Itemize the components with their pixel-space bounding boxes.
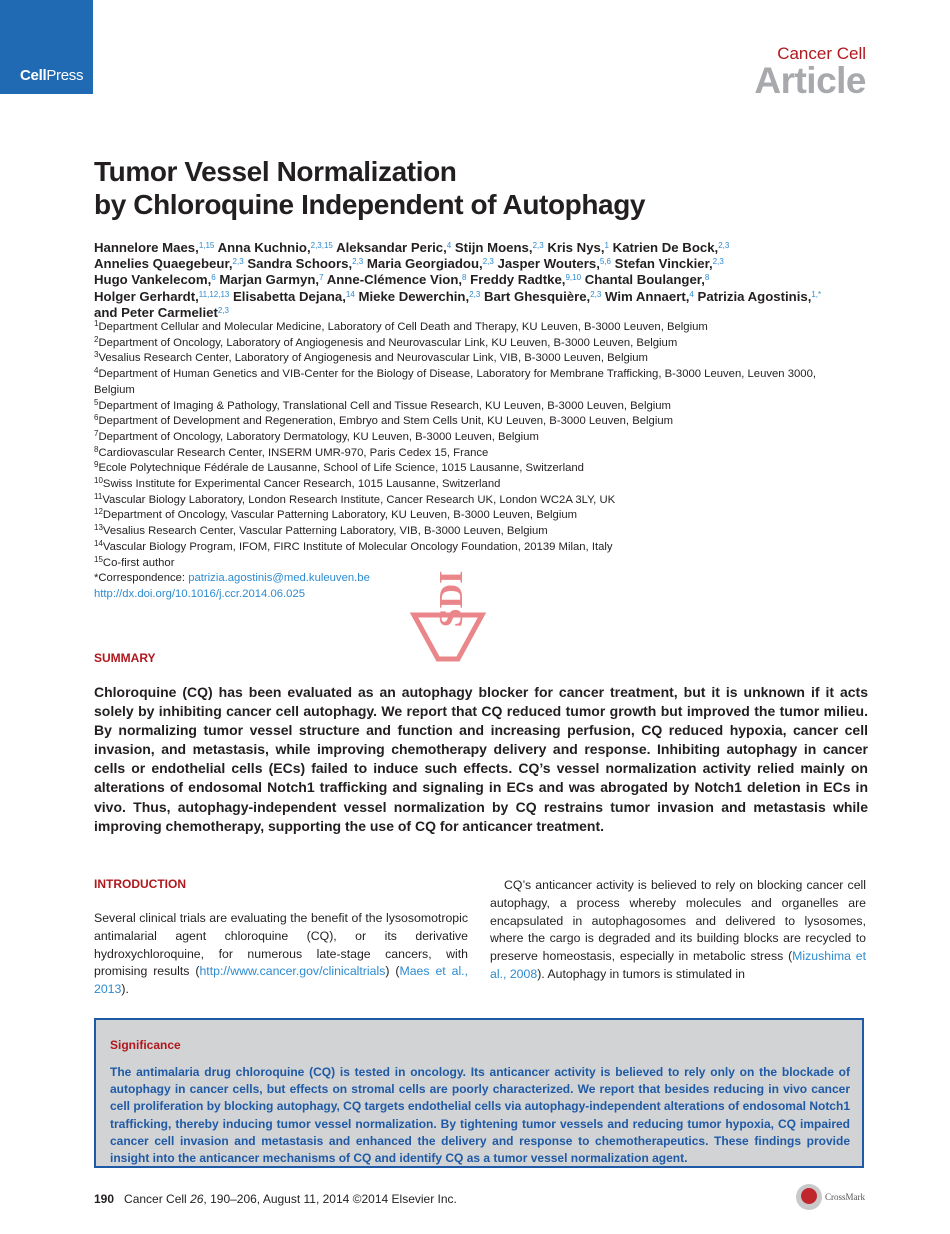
author-affiliation-marker[interactable]: 1,* xyxy=(811,289,822,299)
affiliation-item xyxy=(94,508,854,524)
affiliation-text: Cardiovascular Research Center, INSERM UMR-970, Paris Cedex 15, France xyxy=(98,446,489,459)
affiliation-text: Department Cellular and Molecular Medicine, Laboratory of Cell Death and Therapy, KU Leuven, B-3000 Leuven, Belgium xyxy=(98,321,708,333)
intro-left-column xyxy=(94,910,468,999)
article-type: Article xyxy=(754,60,866,101)
author-affiliation-marker[interactable]: 14 xyxy=(345,289,355,299)
intro-left-end: ). xyxy=(121,982,129,997)
affiliation-text: Department of Imaging & Pathology, Translational Cell and Tissue Research, KU Leuven, B-3000 Leuven, Belgium xyxy=(98,399,671,412)
author-affiliation-marker[interactable]: 2,3 xyxy=(352,257,364,267)
author-affiliation-marker[interactable]: 8 xyxy=(704,273,710,283)
intro-right-end: ). Autophagy in tumors is stimulated in xyxy=(537,966,745,981)
author-name: Patrizia Agostinis, xyxy=(697,288,812,304)
author-name: Katrien De Bock, xyxy=(612,240,719,255)
affiliation-text: Vascular Biology Program, IFOM, FIRC Institute of Molecular Oncology Foundation, 20139 Milan, Italy xyxy=(102,540,613,553)
sdi-watermark-icon xyxy=(408,556,488,674)
affiliation-item xyxy=(94,430,854,446)
author-affiliation-marker[interactable]: 9,10 xyxy=(565,273,582,283)
affiliation-item xyxy=(94,414,854,430)
citation-journal: Cancer Cell xyxy=(124,1192,191,1206)
author-affiliation-marker[interactable]: 2,3 xyxy=(232,257,244,267)
logo-cell: Cell xyxy=(20,67,47,84)
significance-text: The antimalaria drug chloroquine (CQ) is tested in oncology. Its anticancer activity is believed to rely only on the blockade of autophagy in cancer cells, but effects on stromal cells are poorly characterized. We report that besides reducing in vivo cancer cell proliferation by blocking autophagy, CQ targets endothelial cells via autophagy-independent alterations of endosomal Notch1 trafficking, thereby inducing tumor vessel normalization. By tightening tumor vessels and reducing tumor hypoxia, CQ impaired cancer cell invasion and metastasis and enhanced the delivery and response to chemotherapeutics. These findings provide insight into the anticancer mechanisms of CQ and identify CQ as a tumor vessel normalization agent. xyxy=(110,1065,850,1166)
author-affiliation-marker[interactable]: 1 xyxy=(604,241,609,250)
introduction-heading: INTRODUCTION xyxy=(94,877,186,891)
author-name: Marjan Garmyn, xyxy=(219,272,320,288)
cellpress-logo xyxy=(20,67,83,84)
author-name: Jasper Wouters, xyxy=(497,256,600,272)
author-affiliation-marker[interactable]: 4 xyxy=(446,241,452,250)
author-name: Mieke Dewerchin, xyxy=(358,288,470,304)
affiliation-item xyxy=(94,399,854,415)
author-affiliation-marker[interactable]: 8 xyxy=(462,273,467,283)
intro-right-text: CQ’s anticancer activity is believed to rely on blocking cancer cell autophagy, a process whereby molecules and organelles are encapsulated in autophagosomes and delivered to lysosomes, where the cargo is degraded and its building blocks are recycled to preserve homeostasis, especially in metabolic stress ( xyxy=(490,878,866,964)
significance-box xyxy=(94,1018,864,1168)
author-affiliation-marker[interactable]: 2,3 xyxy=(469,289,481,299)
affiliation-text: Department of Development and Regeneration, Embryo and Stem Cells Unit, KU Leuven, B-3000 Leuven, Belgium xyxy=(98,415,674,428)
author-name: Sandra Schoors, xyxy=(247,256,353,272)
affiliation-item xyxy=(94,524,854,540)
affiliation-text: Department of Oncology, Vascular Patterning Laboratory, KU Leuven, B-3000 Leuven, Belgium xyxy=(102,509,578,522)
affiliation-number: 2 xyxy=(94,334,99,344)
affiliation-number: 7 xyxy=(94,428,99,438)
affiliation-item xyxy=(94,461,854,477)
affiliation-item xyxy=(94,493,854,509)
author-name: Elisabetta Dejana, xyxy=(233,288,346,304)
author-affiliation-marker[interactable]: 2,3 xyxy=(532,241,544,250)
journal-name: Cancer Cell xyxy=(777,44,866,63)
author-name: Aleksandar Peric, xyxy=(336,240,447,255)
citation-volume: 26 xyxy=(190,1192,204,1206)
intro-left-mid: ) ( xyxy=(385,964,400,979)
author-affiliation-marker[interactable]: 2,3 xyxy=(482,257,494,267)
correspondence-label: *Correspondence: xyxy=(94,572,189,585)
doi-link[interactable]: http://dx.doi.org/10.1016/j.ccr.2014.06.025 xyxy=(94,587,306,600)
author-name: Hannelore Maes, xyxy=(94,240,199,255)
affiliation-text: Co-first author xyxy=(102,556,175,569)
author-name: Wim Annaert, xyxy=(605,288,690,304)
author-affiliation-marker[interactable]: 11,12,13 xyxy=(198,289,230,299)
author-name: Kris Nys, xyxy=(547,240,605,255)
author-name: Anna Kuchnio, xyxy=(217,240,311,255)
author-affiliation-marker[interactable]: 2,3 xyxy=(590,289,602,299)
affiliation-item xyxy=(94,336,854,352)
crossmark-label: CrossMark xyxy=(825,1192,865,1202)
author-affiliation-marker[interactable]: 7 xyxy=(319,273,324,283)
affiliation-item xyxy=(94,351,854,367)
watermark-text: SDI xyxy=(433,570,470,628)
author-affiliation-marker[interactable]: 2,3 xyxy=(718,241,730,250)
affiliation-number: 1 xyxy=(94,319,99,328)
affiliation-number: 4 xyxy=(94,366,99,376)
author-list xyxy=(94,240,874,321)
author-name: Stijn Moens, xyxy=(454,240,533,255)
affiliation-item xyxy=(94,477,854,493)
title-line: by Chloroquine Independent of Autophagy xyxy=(94,189,646,220)
author-name: Holger Gerhardt, xyxy=(94,288,199,304)
author-affiliation-marker[interactable]: 2,3 xyxy=(712,257,724,267)
author-name: Bart Ghesquière, xyxy=(483,288,591,304)
affiliation-text: Vascular Biology Laboratory, London Research Institute, Cancer Research UK, London WC2A 3LY, UK xyxy=(102,493,616,506)
paper-title xyxy=(94,155,874,221)
affiliation-item xyxy=(94,540,854,556)
affiliation-text: Vesalius Research Center, Laboratory of Angiogenesis and Neurovascular Link, VIB, B-3000 Leuven, Belgium xyxy=(98,352,648,365)
page-footer xyxy=(94,1192,457,1206)
page-number: 190 xyxy=(94,1192,115,1206)
affiliation-text: Department of Human Genetics and VIB-Center for the Biology of Disease, Laboratory for Membrane Trafficking, B-3000 Leuven, Leuven 3000, Belgium xyxy=(94,368,816,396)
correspondence-email-link[interactable]: patrizia.agostinis@med.kuleuven.be xyxy=(188,572,370,585)
summary-heading: SUMMARY xyxy=(94,651,156,665)
affiliation-number: 5 xyxy=(94,397,99,407)
affiliation-item xyxy=(94,320,854,336)
title-line: Tumor Vessel Normalization xyxy=(94,156,457,187)
intro-right-column xyxy=(490,877,866,984)
citation-details: , 190–206, August 11, 2014 ©2014 Elsevier Inc. xyxy=(203,1192,457,1206)
affiliation-item xyxy=(94,367,854,398)
affiliation-number: 10 xyxy=(94,476,103,486)
affiliation-number: 12 xyxy=(94,507,103,517)
author-name: Stefan Vinckier, xyxy=(614,256,713,272)
affiliation-number: 3 xyxy=(94,350,99,360)
affiliation-number: 13 xyxy=(94,523,103,533)
ref-mizushima-2008-link[interactable]: Mizushima et al., 2008 xyxy=(490,949,866,981)
affiliation-text: Vesalius Research Center, Vascular Patterning Laboratory, VIB, B-3000 Leuven, Belgium xyxy=(102,525,548,538)
affiliation-number: 8 xyxy=(94,444,99,454)
affiliation-text: Department of Oncology, Laboratory Dermatology, KU Leuven, B-3000 Leuven, Belgium xyxy=(98,430,539,443)
author-name: Hugo Vankelecom, xyxy=(94,272,212,288)
author-name: Anne-Clémence Vion, xyxy=(326,272,463,288)
author-affiliation-marker[interactable]: 2,3 xyxy=(217,305,229,315)
affiliation-number: 9 xyxy=(94,460,99,470)
author-name: Chantal Boulanger, xyxy=(584,272,705,288)
logo-press: Press xyxy=(46,67,84,84)
author-affiliation-marker[interactable]: 5,6 xyxy=(599,257,611,267)
intro-left-text: Several clinical trials are evaluating the benefit of the lysosomotropic antimalarial agent chloroquine (CQ), or its derivative hydroxychloroquine, for numerous late-stage cancers, with promising results ( xyxy=(94,911,468,979)
author-affiliation-marker[interactable]: 4 xyxy=(689,289,694,299)
author-name: and Peter Carmeliet xyxy=(94,304,218,320)
affiliation-number: 11 xyxy=(94,491,103,501)
author-name: Maria Georgiadou, xyxy=(366,256,483,272)
ref-maes-2013-link[interactable]: Maes et al., 2013 xyxy=(94,964,469,997)
summary-text: Chloroquine (CQ) has been evaluated as an autophagy blocker for cancer treatment, but it is unknown if it acts solely by inhibiting cancer cell autophagy. We report that CQ reduced tumor growth but improved the tumor milieu. By normalizing tumor vessel structure and function and increasing perfusion, CQ reduced hypoxia, cancer cell invasion, and metastasis, while improving chemotherapy delivery and response. Inhibiting autophagy in cancer cells or endothelial cells (ECs) failed to induce such effects. CQ’s vessel normalization activity relied mainly on alterations of endosomal Notch1 trafficking and signaling in ECs and was abrogated by Notch1 deletion in ECs in vivo. Thus, autophagy-independent vessel normalization by CQ restrains tumor invasion and metastasis while improving chemotherapy, supporting the use of CQ for anticancer treatment. xyxy=(94,684,868,834)
significance-heading: Significance xyxy=(110,1038,181,1052)
crossmark-icon xyxy=(796,1184,822,1210)
affiliation-text: Ecole Polytechnique Fédérale de Lausanne, School of Life Science, 1015 Lausanne, Switzerland xyxy=(98,462,584,475)
author-name: Freddy Radtke, xyxy=(470,272,566,288)
affiliation-text: Department of Oncology, Laboratory of Angiogenesis and Neurovascular Link, KU Leuven, B-3000 Leuven, Belgium xyxy=(98,336,678,349)
author-affiliation-marker[interactable]: 2,3,15 xyxy=(310,241,333,250)
affiliation-number: 14 xyxy=(94,538,103,548)
affiliation-item xyxy=(94,446,854,462)
author-affiliation-marker[interactable]: 6 xyxy=(211,273,216,283)
affiliation-number: 15 xyxy=(94,554,103,564)
affiliation-text: Swiss Institute for Experimental Cancer Research, 1015 Lausanne, Switzerland xyxy=(102,478,501,491)
author-affiliation-marker[interactable]: 1,15 xyxy=(198,241,215,250)
author-name: Annelies Quaegebeur, xyxy=(94,256,233,272)
affiliation-number: 6 xyxy=(94,413,99,423)
crossmark-button[interactable] xyxy=(796,1184,866,1212)
clinicaltrials-link[interactable]: http://www.cancer.gov/clinicaltrials xyxy=(199,964,386,979)
